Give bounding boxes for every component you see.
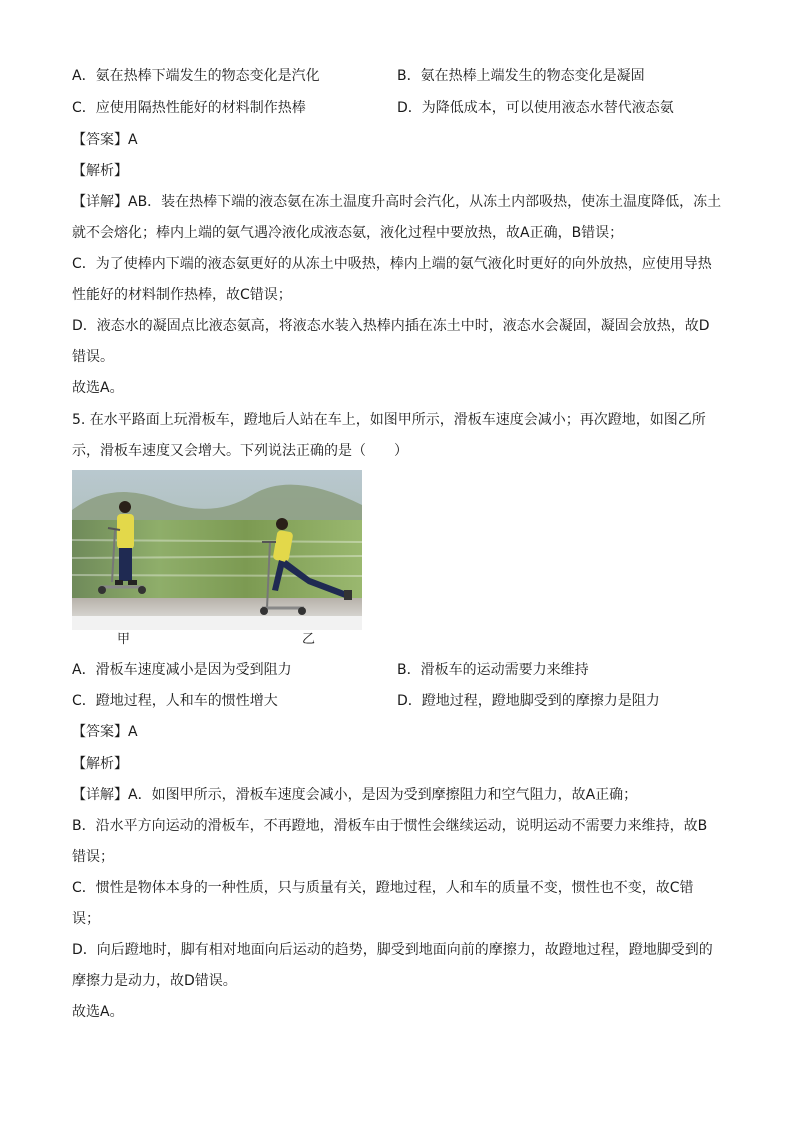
q5-analysis-heading: 【解析】 [72,756,128,772]
scooter-photo [72,470,362,630]
q4-detail-line: 性能好的材料制作热棒，故C错误； [72,287,292,303]
q5-answer: 【答案】A [72,724,138,740]
q5-stem-line: 示，滑板车速度又会增大。下列说法正确的是（ ） [72,443,408,459]
q4-detail-line: 【详解】AB．装在热棒下端的液态氨在冻土温度升高时会汽化，从冻土内部吸热，使冻土温度降低，冻土 [72,194,722,210]
q4-option-d: D．为降低成本，可以使用液态水替代液态氨 [397,100,674,116]
scooter-illustration [72,470,362,630]
q5-option-b: B．滑板车的运动需要力来维持 [397,662,589,678]
q5-detail-line: 误； [72,911,100,927]
q5-detail-line: 错误； [72,849,114,865]
q5-conclusion: 故选A。 [72,1004,124,1020]
q5-detail-line: 【详解】A．如图甲所示，滑板车速度会减小，是因为受到摩擦阻力和空气阻力，故A正确； [72,787,638,803]
q5-detail-line: C．惯性是物体本身的一种性质，只与质量有关，蹬地过程，人和车的质量不变，惯性也不变，故C错 [72,880,694,896]
q5-option-a: A．滑板车速度减小是因为受到阻力 [72,662,292,678]
q4-detail-line: 错误。 [72,349,114,365]
q4-analysis-heading: 【解析】 [72,163,128,179]
q4-detail-line: 就不会熔化；棒内上端的氨气遇冷液化成液态氨，液化过程中要放热，故A正确，B错误； [72,225,624,241]
q4-option-a: A．氨在热棒下端发生的物态变化是汽化 [72,68,320,84]
q4-detail-line: C．为了使棒内下端的液态氨更好的从冻土中吸热，棒内上端的氨气液化时更好的向外放热，应使用导热 [72,256,712,272]
q4-option-c: C．应使用隔热性能好的材料制作热棒 [72,100,306,116]
q5-detail-line: 摩擦力是动力，故D错误。 [72,973,237,989]
q4-conclusion: 故选A。 [72,380,124,396]
q4-detail-line: D．液态水的凝固点比液态氨高，将液态水装入热棒内插在冻土中时，液态水会凝固，凝固会放热，故D [72,318,710,334]
q4-option-b: B．氨在热棒上端发生的物态变化是凝固 [397,68,645,84]
figure-label-yi: 乙 [302,632,316,647]
q5-stem-line: 5. 在水平路面上玩滑板车，蹬地后人站在车上，如图甲所示，滑板车速度会减小；再次蹬地，如图乙所 [72,412,706,428]
q5-detail-line: D．向后蹬地时，脚有相对地面向后运动的趋势，脚受到地面向前的摩擦力，故蹬地过程，蹬地脚受到的 [72,942,713,958]
q5-option-c: C．蹬地过程，人和车的惯性增大 [72,693,278,709]
q4-answer: 【答案】A [72,132,138,148]
q5-option-d: D．蹬地过程，蹬地脚受到的摩擦力是阻力 [397,693,660,709]
q5-detail-line: B．沿水平方向运动的滑板车，不再蹬地，滑板车由于惯性会继续运动，说明运动不需要力来维持，故B [72,818,708,834]
figure-label-jia: 甲 [117,632,131,647]
